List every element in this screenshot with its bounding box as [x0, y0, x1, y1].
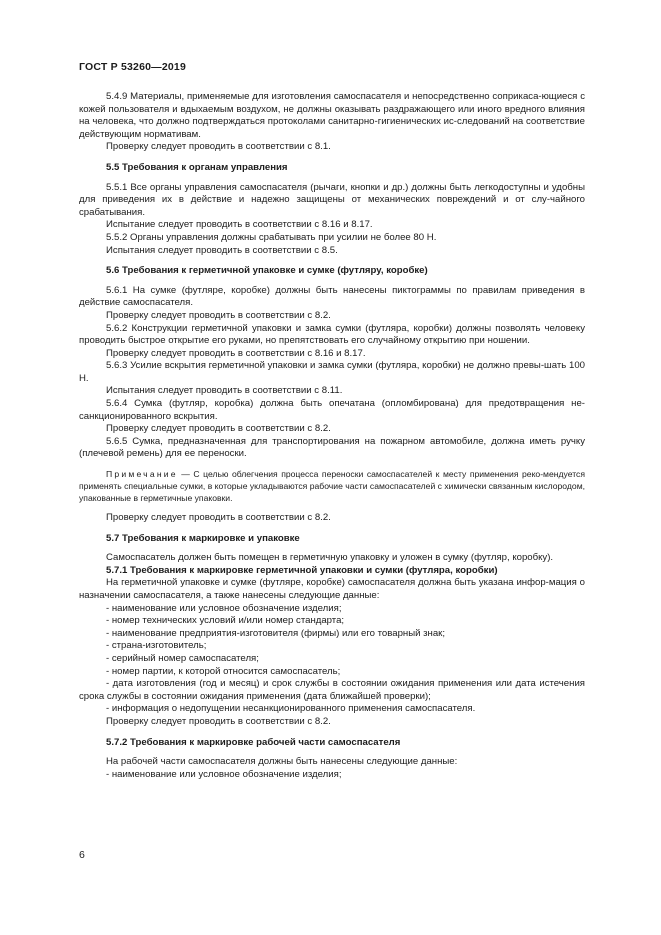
test-8-11: Испытания следует проводить в соответствии с 8.11.	[106, 385, 343, 397]
list-item: - номер технических условий и/или номер стандарта;	[106, 615, 345, 627]
clause-5-7: Самоспасатель должен быть помещен в герметичную упаковку и уложен в сумку (футляр, коробку).	[106, 552, 554, 564]
clause-5-5-1: 5.5.1 Все органы управления самоспасателя (рычаги, кнопки и др.) должны быть легкодоступны и удобны для приведения их в действие и надежно защищены от механических повреждений и от слу-чайного срабатывания.	[79, 181, 585, 218]
check-8-2-c: Проверку следует проводить в соответствии с 8.2.	[106, 512, 331, 524]
clause-5-7-2: На рабочей части самоспасателя должны быть нанесены следующие данные:	[106, 756, 458, 768]
clause-5-5-2: 5.5.2 Органы управления должны срабатывать при усилии не более 80 Н.	[106, 231, 437, 243]
clause-5-6-3: 5.6.3 Усилие вскрытия герметичной упаковки и замка сумки (футляра, коробки) не должно превы-шать 100 Н.	[79, 360, 585, 384]
list-item: - номер партии, к которой относится самоспасатель;	[106, 665, 341, 677]
marking-list-5-7-2	[79, 769, 585, 782]
page-number: 6	[79, 849, 85, 861]
clause-5-6-2: 5.6.2 Конструкции герметичной упаковки и замка сумки (футляра, коробки) должны позволять человеку проводить быстрое открытие его руками, но препятствовать его случайному открытию при ношении.	[79, 322, 585, 347]
list-item: - страна-изготовитель;	[106, 640, 207, 652]
clause-5-6-5: 5.6.5 Сумка, предназначенная для транспортирования на пожарном автомобиле, должна иметь ручку (плечевой ремень) для ее переноски.	[79, 435, 585, 460]
note	[79, 468, 585, 504]
list-item: - наименование или условное обозначение изделия;	[106, 768, 342, 780]
heading-5-5: 5.5 Требования к органам управления	[106, 161, 288, 173]
heading-5-7: 5.7 Требования к маркировке и упаковке	[106, 532, 300, 544]
heading-5-6: 5.6 Требования к герметичной упаковке и сумке (футляру, коробке)	[106, 265, 428, 277]
clause-5-6-4: 5.6.4 Сумка (футляр, коробка) должна быть опечатана (опломбирована) для предотвращения не-санкционированного вскрытия.	[79, 398, 585, 422]
check-8-2-b: Проверку следует проводить в соответствии с 8.2.	[106, 423, 331, 435]
check-8-1: Проверку следует проводить в соответствии с 8.1.	[106, 141, 331, 153]
check-8-2-a: Проверку следует проводить в соответствии с 8.2.	[106, 309, 331, 321]
note-label: Примечание	[106, 469, 178, 480]
list-item: - наименование предприятия-изготовителя (фирмы) или его товарный знак;	[106, 627, 446, 639]
check-8-16-8-17: Проверку следует проводить в соответствии с 8.16 и 8.17.	[106, 347, 366, 359]
list-item: - информация о недопущении несанкционированного применения самоспасателя.	[106, 703, 476, 715]
list-item: - дата изготовления (год и месяц) и срок службы в состоянии ожидания применения или дата истечения срока службы в состоянии ожидания применения (дата ближайшей проверки);	[79, 678, 585, 702]
marking-list-5-7-1	[79, 603, 585, 716]
check-8-2-d: Проверку следует проводить в соответствии с 8.2.	[106, 715, 331, 727]
heading-5-7-1: 5.7.1 Требования к маркировке герметичной упаковки и сумки (футляра, коробки)	[106, 564, 498, 576]
heading-5-7-2: 5.7.2 Требования к маркировке рабочей части самоспасателя	[106, 736, 401, 748]
test-8-16-8-17: Испытание следует проводить в соответствии с 8.16 и 8.17.	[106, 219, 373, 231]
list-item: - серийный номер самоспасателя;	[106, 652, 259, 664]
clause-5-4-9: 5.4.9 Материалы, применяемые для изготовления самоспасателя и непосредственно соприкаса-ющиеся с кожей пользователя и вдыхаемым воздухом, не должны оказывать раздражающего или иного вредного влияния на человека, что должно подтверждаться протоколами санитарно-гигиенических ис-следований на соответствие действующим нормативам.	[79, 91, 585, 140]
document-body	[79, 91, 585, 781]
clause-5-7-1: На герметичной упаковке и сумке (футляре, коробке) самоспасателя должна быть указана инфор-мация о назначении самоспасателя, а также нанесены следующие данные:	[79, 577, 585, 601]
clause-5-6-1: 5.6.1 На сумке (футляре, коробке) должны быть нанесены пиктограммы по правилам приведения в действие самоспасателя.	[79, 284, 585, 309]
note-text: — С целью облегчения процесса переноски самоспасателей к месту применения реко-мендуется применять специальные сумки, в которые укладываются рабочие части самоспасателей с химически связанным кислородом, упакованные в герметичные упаковки.	[79, 469, 585, 504]
list-item: - наименование или условное обозначение изделия;	[106, 602, 342, 614]
test-8-5: Испытания следует проводить в соответствии с 8.5.	[106, 244, 338, 256]
document-header: ГОСТ Р 53260—2019	[79, 61, 187, 73]
